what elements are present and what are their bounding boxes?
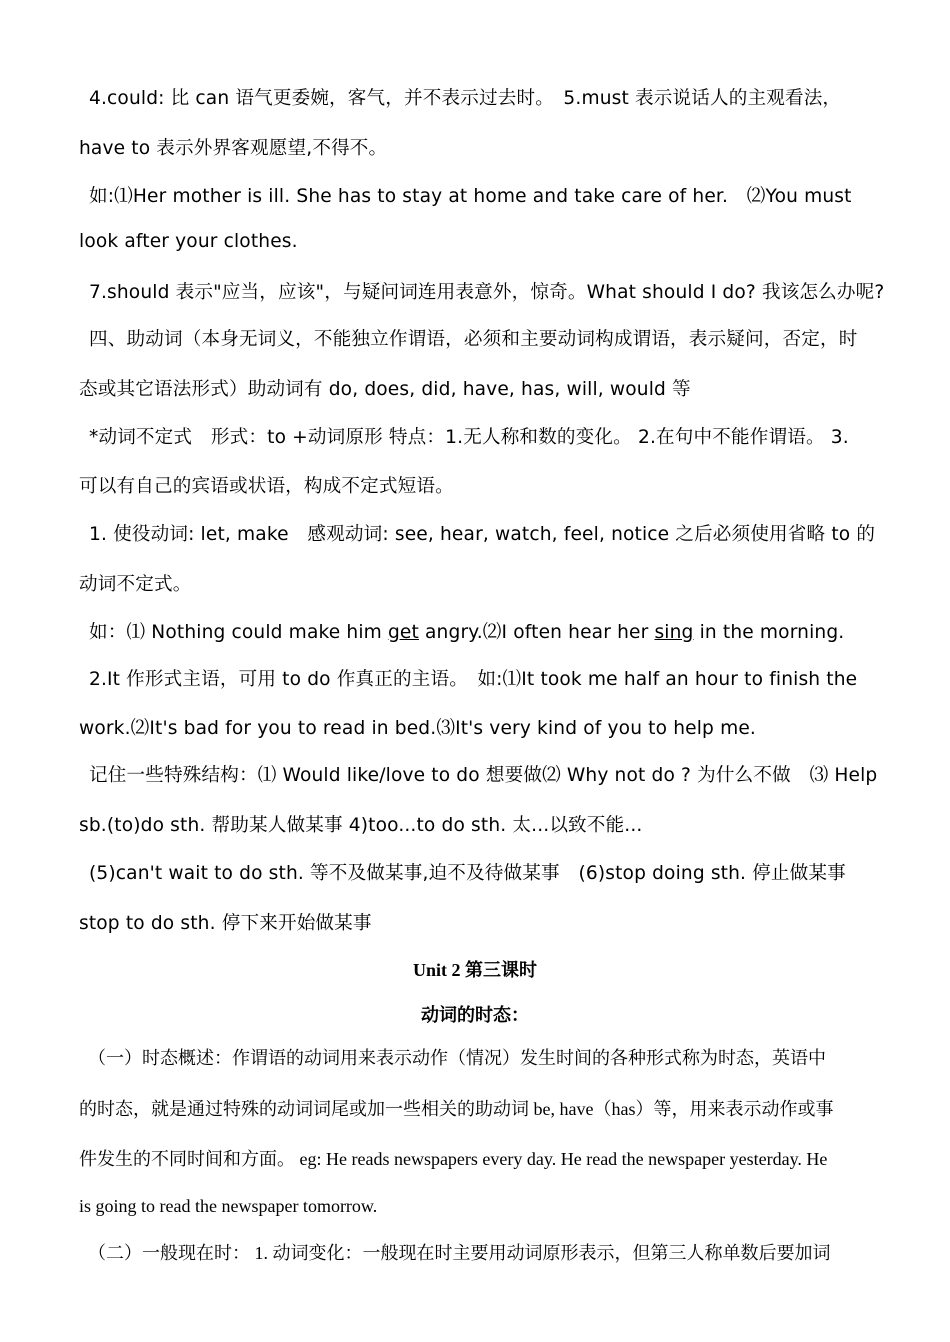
topic-title: 动词的时态： — [421, 1005, 529, 1025]
unit-title: Unit 2 第三课时 — [412, 960, 537, 980]
text-line: 4.could: 比 can 语气更委婉，客气，并不表示过去时。 5.must 表示说话人的主观看法， — [89, 88, 842, 109]
text-line: 的时态，就是通过特殊的动词词尾或加一些相关的助动词 be, have（has）等，用来表示动作或事 — [79, 1099, 834, 1119]
text-line: stop to do sth. 停下来开始做某事 — [79, 913, 372, 934]
text-line: 可以有自己的宾语或状语，构成不定式短语。 — [79, 476, 454, 497]
text-span: angry.⑵I often hear her — [418, 622, 655, 643]
example-line — [89, 618, 844, 644]
text-line: 态或其它语法形式）助动词有 do, does, did, have, has, will, would 等 — [79, 379, 691, 400]
underlined-word: get — [387, 622, 419, 643]
text-line: sb.(to)do sth. 帮助某人做某事 4)too...to do sth. 太...以致不能... — [79, 815, 643, 836]
text-line: is going to read the newspaper tomorrow. — [79, 1196, 378, 1216]
text-span: in the morning. — [693, 622, 845, 643]
text-line: 如:⑴Her mother is ill. She has to stay at home and take care of her. ⑵You must — [89, 186, 852, 207]
text-line: have to 表示外界客观愿望,不得不。 — [79, 138, 388, 159]
section-heading: 四、助动词（本身无词义，不能独立作谓语，必须和主要动词构成谓语，表示疑问，否定，时 — [89, 329, 858, 350]
text-line: 件发生的不同时间和方面。 eg: He reads newspapers every day. He read the newspaper yesterday. He — [79, 1149, 828, 1169]
text-line: look after your clothes. — [79, 231, 298, 252]
text-line: work.⑵It's bad for you to read in bed.⑶It's very kind of you to help me. — [79, 718, 756, 739]
text-line: （一）时态概述：作谓语的动词用来表示动作（情况）发生时间的各种形式称为时态，英语中 — [88, 1048, 826, 1068]
underlined-word: sing — [654, 622, 694, 643]
text-line: 动词不定式。 — [79, 574, 192, 595]
text-line: *动词不定式 形式：to +动词原形 特点：1.无人称和数的变化。 2.在句中不能作谓语。 3. — [89, 427, 849, 448]
text-line: （二）一般现在时： 1. 动词变化：一般现在时主要用动词原形表示，但第三人称单数后要加词 — [88, 1243, 831, 1263]
text-line: 2.It 作形式主语，可用 to do 作真正的主语。 如:⑴It took me half an hour to finish the — [89, 669, 858, 690]
text-line: 记住一些特殊结构：⑴ Would like/love to do 想要做⑵ Why not do ? 为什么不做 ⑶ Help — [89, 765, 878, 786]
text-line: 7.should 表示"应当，应该"，与疑问词连用表意外，惊奇。What should I do? 我该怎么办呢? — [89, 282, 885, 303]
text-line: 1. 使役动词: let, make 感观动词: see, hear, watch, feel, notice 之后必须使用省略 to 的 — [89, 524, 876, 545]
text-span: 如：⑴ Nothing could make him — [89, 622, 388, 643]
text-line: (5)can't wait to do sth. 等不及做某事,迫不及待做某事 (6)stop doing sth. 停止做某事 — [89, 863, 846, 884]
